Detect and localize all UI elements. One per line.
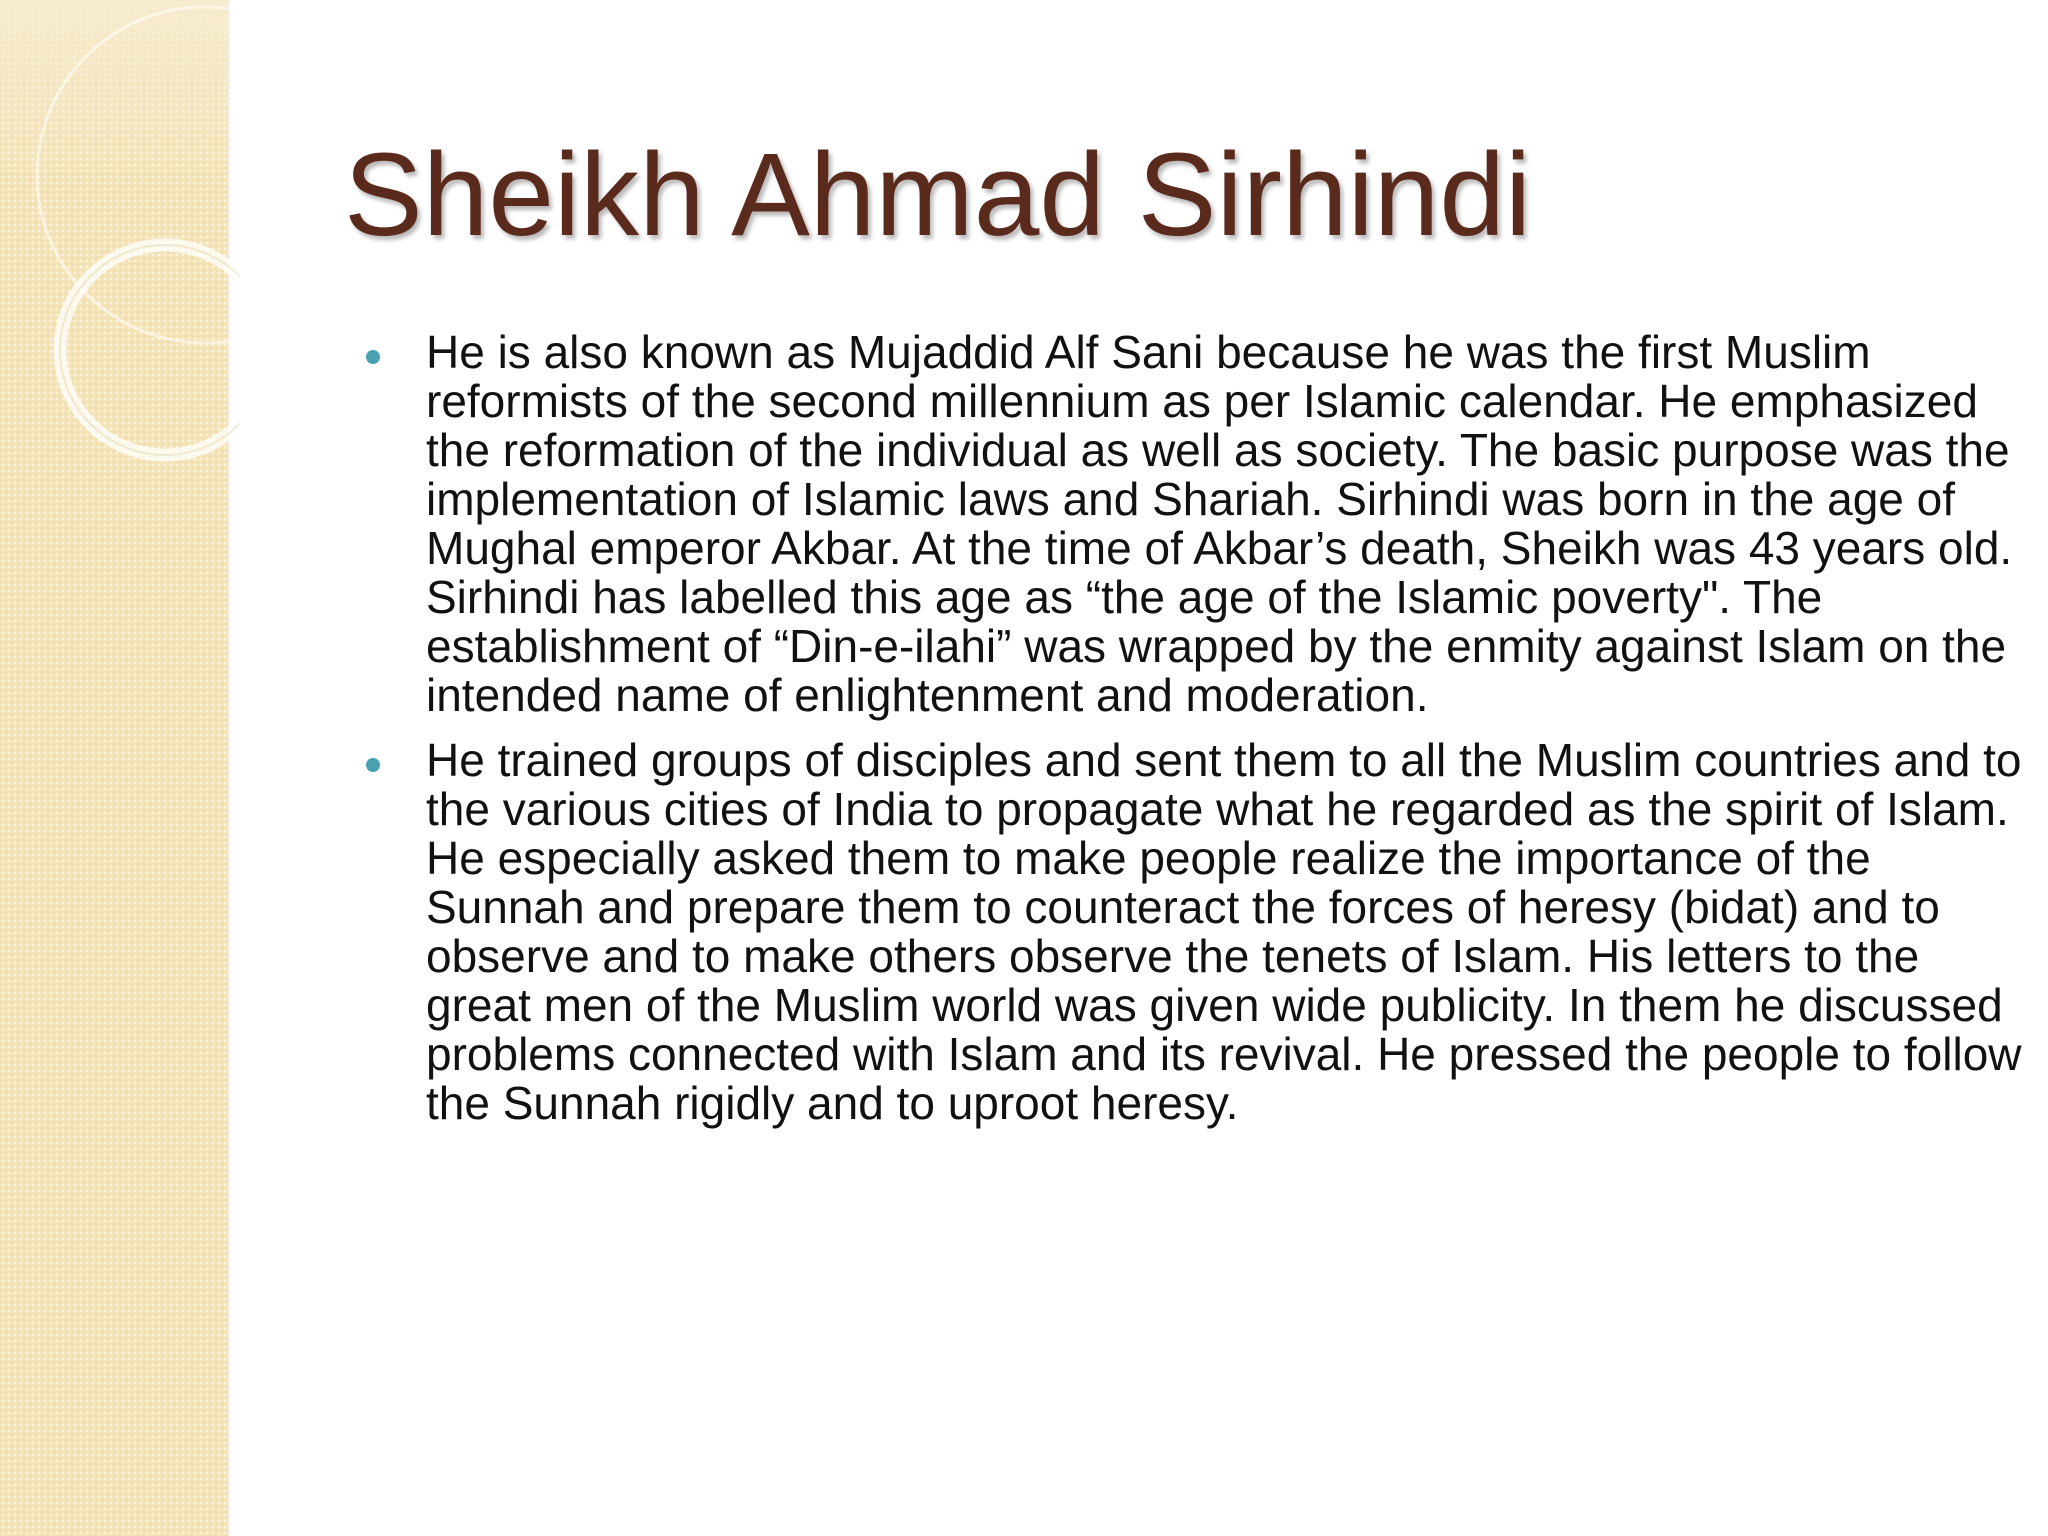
bullet-text-2: He trained groups of disciples and sent them to all the Muslim countries and to the various cities of India to propagate what he regarded as the spirit of Islam. He especially asked them to make people realize the importance of the Sunnah and prepare them to counteract the forces of heresy (bidat) and to observe and to make others observe the tenets of Islam. His letters to the great men of the Muslim world was given wide publicity. In them he discussed problems connected with Islam and its revival. He pressed the people to follow the Sunnah rigidly and to uproot heresy. — [426, 734, 2022, 1129]
decorative-rings — [0, 0, 240, 520]
slide-title: Sheikh Ahmad Sirhindi — [344, 129, 1532, 261]
bullet-item-2 — [354, 734, 2022, 1129]
bullet-list — [354, 326, 2022, 1144]
bullet-marker-icon — [366, 350, 380, 364]
bullet-marker-icon — [366, 758, 380, 772]
bullet-text-1: He is also known as Mujaddid Alf Sani because he was the first Muslim reformists of the second millennium as per Islamic calendar. He emphasized the reformation of the individual as well as society. The basic purpose was the implementation of Islamic laws and Shariah. Sirhindi was born in the age of Mughal emperor Akbar. At the time of Akbar’s death, Sheikh was 43 years old. Sirhindi has labelled this age as “the age of the Islamic poverty". The establishment of “Din-e-ilahi” was wrapped by the enmity against Islam on the intended name of enlightenment and moderation. — [426, 326, 2013, 721]
bullet-item-1 — [354, 326, 2013, 721]
